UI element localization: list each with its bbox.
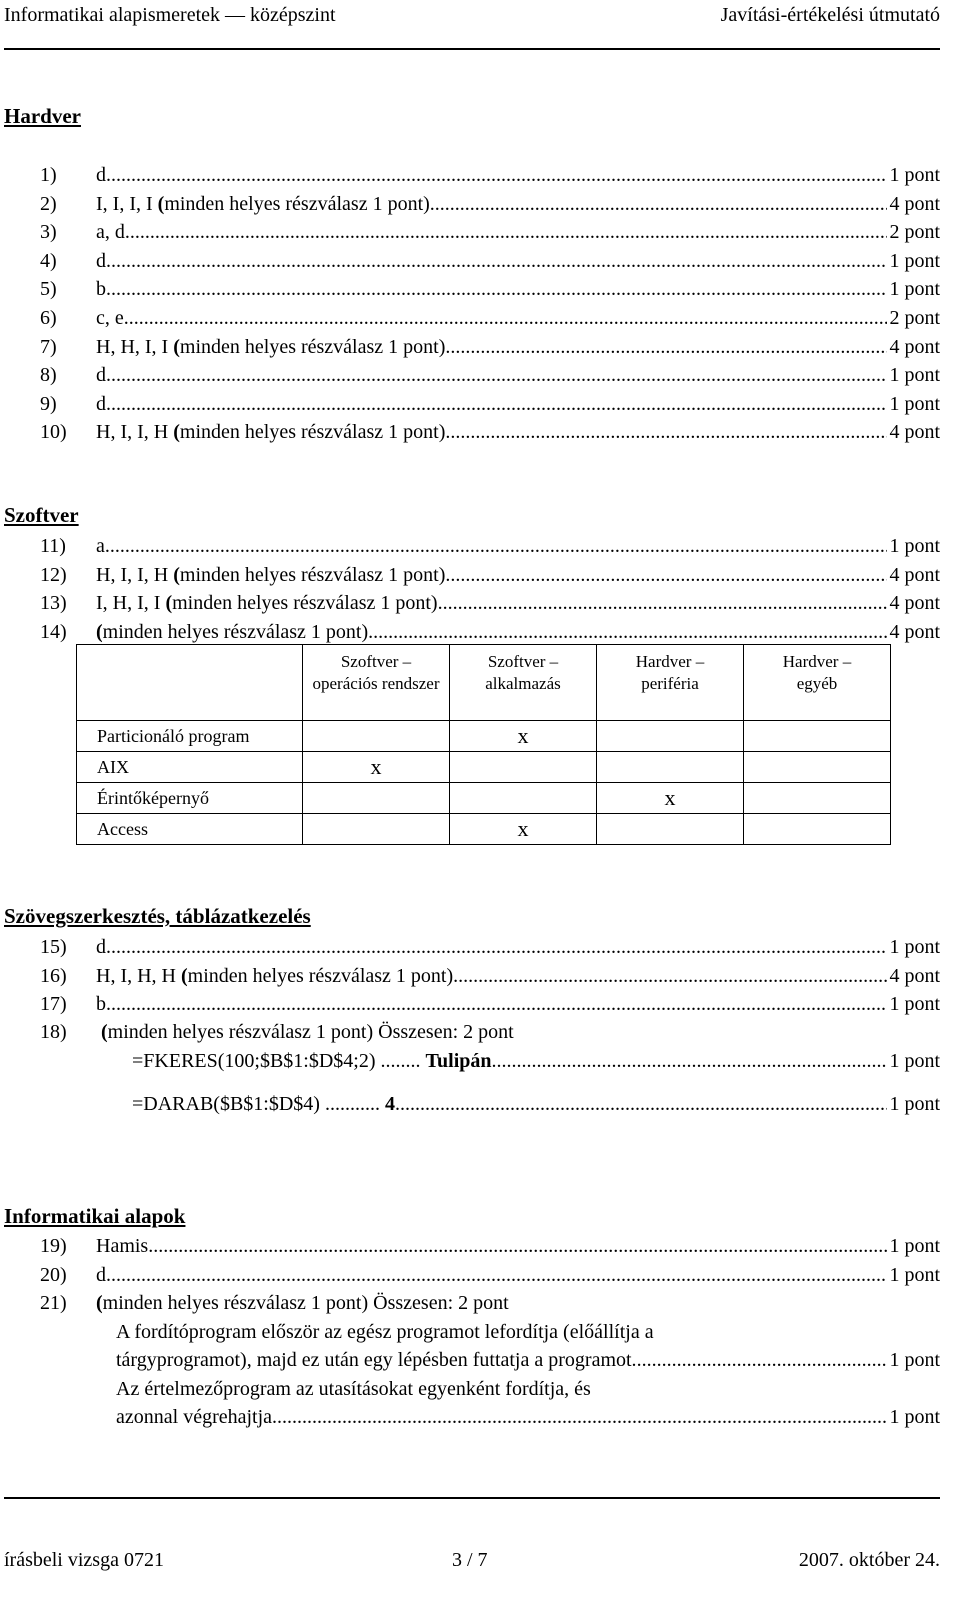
section-title-szoveg: Szövegszerkesztés, táblázatkezelés bbox=[4, 904, 311, 928]
classification-table bbox=[76, 644, 891, 845]
table-cell bbox=[744, 752, 891, 783]
item-points: 1 pont bbox=[889, 1263, 940, 1286]
item-answer: c, e bbox=[96, 307, 124, 329]
section-title-szoftver: Szoftver bbox=[4, 503, 79, 527]
answer-line bbox=[40, 1261, 940, 1289]
row-label: AIX bbox=[77, 752, 303, 783]
table-cell bbox=[597, 721, 744, 752]
item-answer: d bbox=[96, 1263, 106, 1286]
item-points: 1 pont bbox=[889, 1235, 940, 1257]
item-number: 8) bbox=[40, 364, 57, 387]
item-answer: H, I, H, H (minden helyes részválasz 1 pont) bbox=[96, 964, 454, 987]
table-cell: x bbox=[450, 721, 597, 752]
item-number: 20) bbox=[40, 1263, 67, 1286]
item-number: 19) bbox=[40, 1235, 67, 1257]
item-points: 1 pont bbox=[889, 993, 940, 1016]
item-points: 2 pont bbox=[889, 307, 940, 329]
item-points: 4 pont bbox=[889, 335, 940, 358]
answer-line bbox=[40, 990, 940, 1018]
item-answer: H, I, I, H (minden helyes részválasz 1 pont) bbox=[96, 563, 446, 586]
item-answer: (minden helyes részválasz 1 pont) bbox=[96, 620, 369, 643]
item-points: 1 pont bbox=[889, 535, 940, 557]
answer-line bbox=[40, 333, 940, 361]
item-number: 3) bbox=[40, 221, 57, 244]
answer-line bbox=[40, 161, 940, 189]
item-number: 6) bbox=[40, 307, 57, 329]
col-header-4: Hardver – egyéb bbox=[744, 645, 891, 721]
answer-21-line-4: azonnal végrehajtja. ..... 1 pont bbox=[116, 1403, 940, 1431]
col-header-3: Hardver – periféria bbox=[597, 645, 744, 721]
item-answer: a bbox=[96, 535, 105, 557]
item-answer: d bbox=[96, 164, 106, 186]
item-number: 15) bbox=[40, 936, 67, 958]
item-points: 1 pont bbox=[889, 364, 940, 387]
table-cell: x bbox=[450, 814, 597, 845]
answer-21-line-2: tárgyprogramot), majd ez után egy lépésben futtatja a programot. ..... 1 pont bbox=[116, 1346, 940, 1374]
item-answer: b bbox=[96, 278, 106, 301]
item-points: 1 pont bbox=[889, 164, 940, 186]
table-cell: x bbox=[303, 752, 450, 783]
item-points: 4 pont bbox=[889, 192, 940, 215]
answer-line bbox=[40, 190, 940, 218]
item-points: 4 pont bbox=[889, 620, 940, 643]
item-number: 16) bbox=[40, 964, 67, 987]
answer-21-line-3: Az értelmezőprogram az utasításokat egyenként fordítja, és bbox=[116, 1378, 591, 1400]
item-number: 7) bbox=[40, 335, 57, 358]
answer-line bbox=[40, 361, 940, 389]
item-points: 4 pont bbox=[889, 563, 940, 586]
answer-line bbox=[40, 275, 940, 303]
item-answer: d bbox=[96, 936, 106, 958]
answer-line bbox=[40, 589, 940, 617]
table-cell bbox=[744, 783, 891, 814]
page-header bbox=[4, 0, 940, 50]
item-points: 1 pont bbox=[889, 936, 940, 958]
table-cell bbox=[303, 783, 450, 814]
footer-center: 3 / 7 bbox=[452, 1549, 488, 1571]
col-header-2: Szoftver – alkalmazás bbox=[450, 645, 597, 721]
item-number: 4) bbox=[40, 249, 57, 272]
answer-18-line-2: =DARAB($B$1:$D$4) ........... 4 ..... 1 pont bbox=[132, 1090, 940, 1118]
item-answer: d bbox=[96, 249, 106, 272]
answer-line bbox=[40, 218, 940, 246]
answer-line bbox=[40, 418, 940, 446]
item-number: 9) bbox=[40, 392, 57, 415]
row-label: Érintőképernyő bbox=[77, 783, 303, 814]
item-number: 14) bbox=[40, 620, 67, 643]
table-cell bbox=[450, 752, 597, 783]
table-cell bbox=[597, 814, 744, 845]
row-label: Particionáló program bbox=[77, 721, 303, 752]
footer-right: 2007. október 24. bbox=[798, 1549, 940, 1571]
answer-line-18: 18) (minden helyes részválasz 1 pont) Összesen: 2 pont bbox=[40, 1021, 514, 1043]
section-title-alapok: Informatikai alapok bbox=[4, 1204, 186, 1228]
item-number: 17) bbox=[40, 993, 67, 1016]
item-answer: I, H, I, I (minden helyes részválasz 1 pont) bbox=[96, 592, 438, 615]
table-cell: x bbox=[597, 783, 744, 814]
answer-line bbox=[40, 390, 940, 418]
table-row bbox=[77, 814, 891, 845]
col-header-1: Szoftver – operációs rendszer bbox=[303, 645, 450, 721]
item-number: 12) bbox=[40, 563, 67, 586]
answer-line bbox=[40, 532, 940, 560]
item-answer: I, I, I, I (minden helyes részválasz 1 pont) bbox=[96, 192, 430, 215]
item-number: 11) bbox=[40, 535, 66, 557]
answer-line bbox=[40, 561, 940, 589]
answer-line bbox=[40, 933, 940, 961]
answer-line bbox=[40, 1232, 940, 1260]
item-points: 1 pont bbox=[889, 392, 940, 415]
answer-line bbox=[40, 247, 940, 275]
answer-18-line-1: =FKERES(100;$B$1:$D$4;2) ........ Tulipán ..... 1 pont bbox=[132, 1047, 940, 1075]
item-number: 2) bbox=[40, 192, 57, 215]
answer-line bbox=[40, 962, 940, 990]
item-points: 4 pont bbox=[889, 592, 940, 615]
item-points: 1 pont bbox=[889, 249, 940, 272]
table-cell bbox=[303, 721, 450, 752]
table-row bbox=[77, 721, 891, 752]
header-right: Javítási-értékelési útmutató bbox=[720, 4, 940, 26]
table-corner bbox=[77, 645, 303, 721]
answer-line bbox=[40, 618, 940, 646]
item-points: 4 pont bbox=[889, 421, 940, 444]
item-answer: b bbox=[96, 993, 106, 1016]
item-number: 10) bbox=[40, 421, 67, 444]
item-answer: a, d bbox=[96, 221, 125, 244]
item-number: 5) bbox=[40, 278, 57, 301]
table-cell bbox=[597, 752, 744, 783]
footer-left: írásbeli vizsga 0721 bbox=[4, 1549, 164, 1571]
item-points: 1 pont bbox=[889, 278, 940, 301]
item-answer: H, I, I, H (minden helyes részválasz 1 pont) bbox=[96, 421, 446, 444]
table-row bbox=[77, 783, 891, 814]
table-cell bbox=[744, 814, 891, 845]
header-left: Informatikai alapismeretek — középszint bbox=[4, 4, 336, 26]
answer-21-line-1: A fordítóprogram először az egész programot lefordítja (előállítja a bbox=[116, 1321, 654, 1343]
table-cell bbox=[303, 814, 450, 845]
item-number: 13) bbox=[40, 592, 67, 615]
page-footer bbox=[4, 1497, 940, 1579]
item-number: 1) bbox=[40, 164, 57, 186]
item-answer: Hamis bbox=[96, 1235, 149, 1257]
item-points: 4 pont bbox=[889, 964, 940, 987]
table-cell bbox=[450, 783, 597, 814]
item-answer: d bbox=[96, 364, 106, 387]
answer-line-21: 21) (minden helyes részválasz 1 pont) Összesen: 2 pont bbox=[40, 1292, 509, 1314]
table-row bbox=[77, 752, 891, 783]
item-answer: d bbox=[96, 392, 106, 415]
answer-line bbox=[40, 304, 940, 332]
table-cell bbox=[744, 721, 891, 752]
item-answer: H, H, I, I (minden helyes részválasz 1 pont) bbox=[96, 335, 446, 358]
row-label: Access bbox=[77, 814, 303, 845]
section-title-hardver: Hardver bbox=[4, 104, 81, 128]
item-points: 2 pont bbox=[889, 221, 940, 244]
